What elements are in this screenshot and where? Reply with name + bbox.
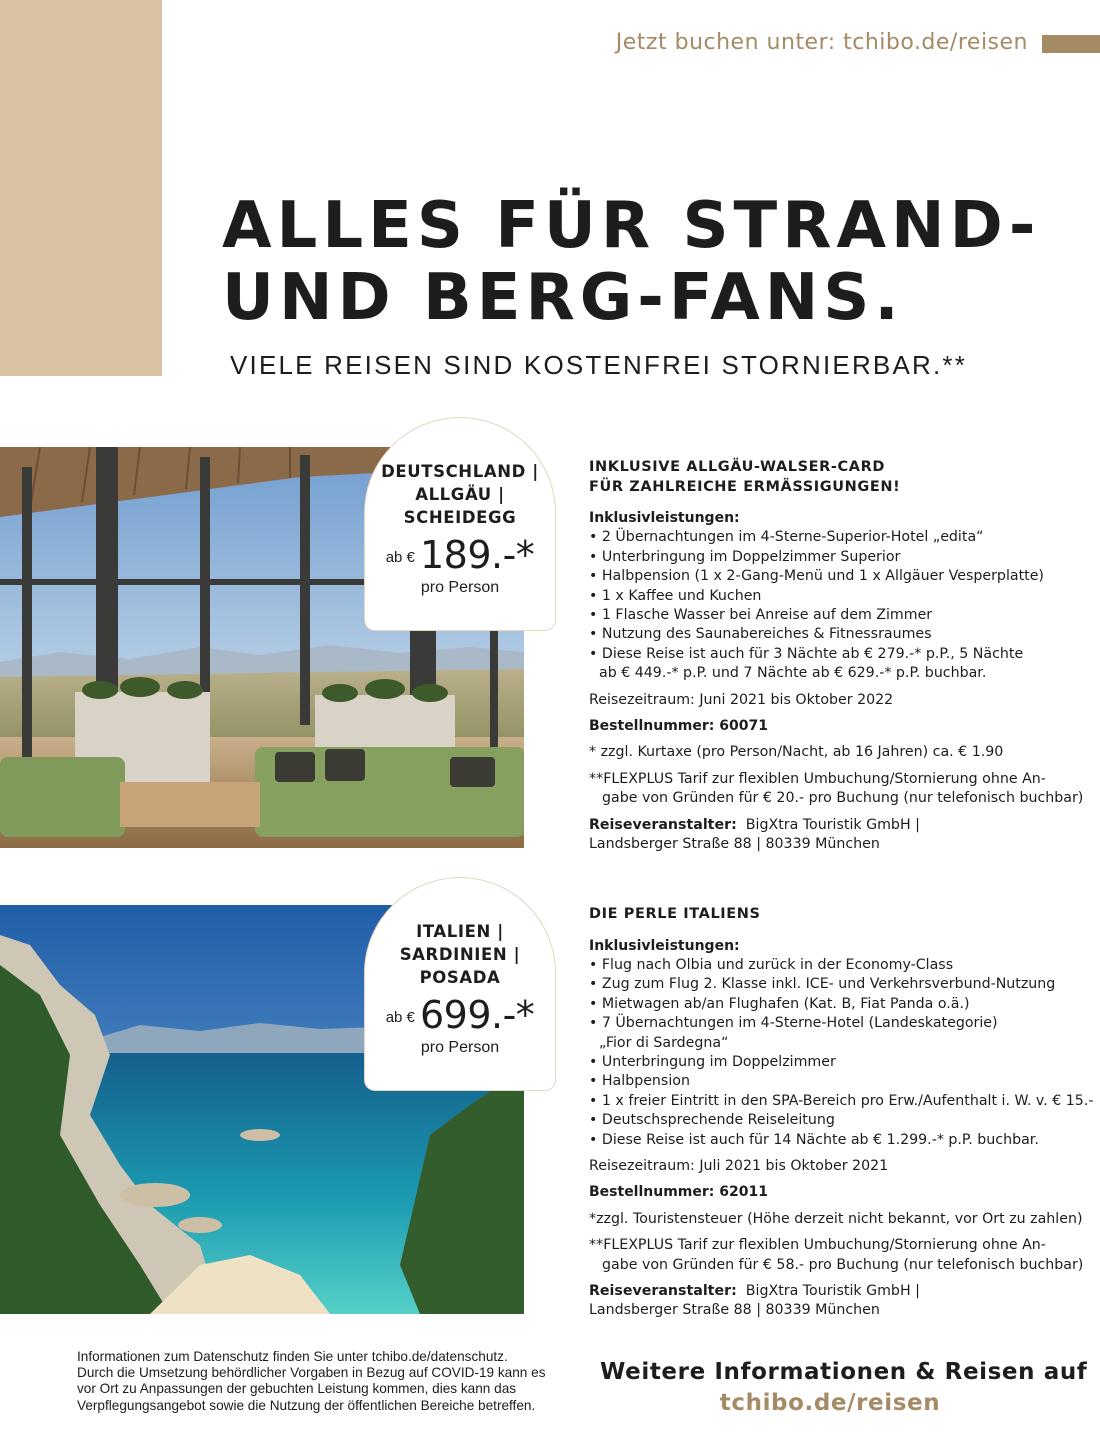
price-per-person: pro Person	[420, 1039, 500, 1056]
list-item: • Halbpension	[589, 1072, 1089, 1091]
booking-link[interactable]: Jetzt buchen unter: tchibo.de/reisen	[615, 30, 1028, 55]
price-prefix: ab €	[385, 549, 415, 566]
offer-title	[589, 905, 1089, 925]
destination-town: SCHEIDEGG	[403, 508, 517, 527]
footnote-flexplus-cont: gabe von Gründen für € 20.- pro Buchung (nur telefonisch buchbar)	[602, 790, 1084, 807]
footnote-tax: *zzgl. Touristensteuer (Höhe derzeit nicht bekannt, vor Ort zu zahlen)	[589, 1210, 1083, 1227]
destination-town: POSADA	[419, 968, 501, 987]
price-value: 189.-*	[419, 533, 535, 577]
list-item-continuation: ab € 449.-* p.P. und 7 Nächte ab € 629.-* p.P. buchbar.	[599, 665, 987, 682]
destination-country: ITALIEN |	[416, 922, 504, 941]
offer-sardinien-details	[589, 905, 1094, 1321]
price-row	[365, 533, 555, 577]
list-item: • Deutschsprechende Reiseleitung	[589, 1111, 1089, 1130]
list-item: • 1 Flasche Wasser bei Anreise auf dem Zimmer	[589, 606, 1089, 625]
inclusions-heading: Inklusivleistungen:	[589, 937, 740, 954]
price-value: 699.-*	[419, 993, 535, 1037]
beige-corner-block	[0, 0, 162, 376]
offer-title	[589, 458, 1089, 497]
offer-title-line-1: INKLUSIVE ALLGÄU-WALSER-CARD	[589, 459, 885, 475]
price-per-person: pro Person	[420, 579, 500, 596]
privacy-line: Verpflegungsangebot sowie die Nutzung der öffentlichen Bereiche betreffen.	[77, 1397, 536, 1413]
list-item: • 1 x Kaffee und Kuchen	[589, 587, 1089, 606]
privacy-line: vor Ort zu Anpassungen der gebuchten Leistung kommen, dies kann das	[77, 1381, 517, 1397]
cta-text: Weitere Informationen & Reisen auf	[600, 1359, 1088, 1385]
accent-bar	[1042, 35, 1100, 53]
inclusions-list	[589, 528, 1089, 664]
destination-label	[365, 418, 555, 529]
footnote-flexplus: **FLEXPLUS Tarif zur flexiblen Umbuchung/Stornierung ohne An-	[589, 1237, 1046, 1254]
headline-line-2: UND BERG-FANS.	[222, 261, 904, 335]
footnote-tax: * zzgl. Kurtaxe (pro Person/Nacht, ab 16 Jahren) ca. € 1.90	[589, 744, 1004, 761]
price-badge-allgaeu	[365, 418, 555, 630]
list-item: • Unterbringung im Doppelzimmer	[589, 1053, 1089, 1072]
offer-title-line-2: FÜR ZAHLREICHE ERMÄSSIGUNGEN!	[589, 478, 901, 495]
list-item: • 1 x freier Eintritt in den SPA-Bereich pro Erw./Aufenthalt i. W. v. € 15.-	[589, 1092, 1089, 1111]
organizer-name: BigXtra Touristik GmbH |	[745, 816, 920, 833]
destination-region: ALLGÄU |	[415, 485, 505, 504]
organizer-label: Reiseveranstalter:	[589, 816, 737, 833]
call-to-action	[600, 1357, 1088, 1419]
list-item: • Nutzung des Saunabereiches & Fitnessraumes	[589, 625, 1089, 644]
destination-country: DEUTSCHLAND |	[381, 462, 539, 481]
price-row	[365, 993, 555, 1037]
list-item: • Flug nach Olbia und zurück in der Economy-Class	[589, 956, 1089, 975]
list-item-continuation: „Fior di Sardegna“	[599, 1034, 729, 1051]
order-number: Bestellnummer: 60071	[589, 718, 768, 735]
price-prefix: ab €	[385, 1009, 415, 1026]
headline	[222, 190, 1082, 334]
privacy-note	[77, 1349, 547, 1414]
inclusions-list-cont	[589, 1053, 1094, 1150]
travel-period: Reisezeitraum: Juni 2021 bis Oktober 2022	[589, 691, 894, 708]
order-number: Bestellnummer: 62011	[589, 1184, 768, 1201]
offer-title-line-1: DIE PERLE ITALIENS	[589, 906, 761, 922]
destination-label	[365, 878, 555, 989]
organizer-address: Landsberger Straße 88 | 80339 München	[589, 1302, 880, 1319]
cta-link[interactable]: tchibo.de/reisen	[719, 1390, 941, 1416]
inclusions-list	[589, 956, 1089, 1034]
offer-allgaeu-details	[589, 458, 1089, 855]
travel-period: Reisezeitraum: Juli 2021 bis Oktober 2021	[589, 1157, 889, 1174]
footnote-flexplus: **FLEXPLUS Tarif zur flexiblen Umbuchung/Stornierung ohne An-	[589, 770, 1046, 787]
list-item: • 2 Übernachtungen im 4-Sterne-Superior-Hotel „edita“	[589, 528, 1089, 547]
destination-region: SARDINIEN |	[399, 945, 521, 964]
organizer	[589, 1282, 1089, 1301]
headline-line-1: ALLES FÜR STRAND-	[222, 189, 1041, 263]
price-badge-sardinien	[365, 878, 555, 1090]
inclusions-heading: Inklusivleistungen:	[589, 510, 740, 526]
list-item: • Diese Reise ist auch für 14 Nächte ab € 1.299.-* p.P. buchbar.	[589, 1131, 1089, 1150]
organizer-address: Landsberger Straße 88 | 80339 München	[589, 836, 880, 853]
organizer-name: BigXtra Touristik GmbH |	[745, 1283, 920, 1299]
list-item: • Zug zum Flug 2. Klasse inkl. ICE- und Verkehrsverbund-Nutzung	[589, 975, 1089, 994]
organizer-label: Reiseveranstalter:	[589, 1283, 737, 1299]
subheadline: VIELE REISEN SIND KOSTENFREI STORNIERBAR.**	[230, 350, 968, 380]
footnote-flexplus-cont: gabe von Gründen für € 58.- pro Buchung (nur telefonisch buchbar)	[602, 1256, 1084, 1273]
list-item: • Halbpension (1 x 2-Gang-Menü und 1 x Allgäuer Vesperplatte)	[589, 567, 1089, 586]
list-item: • Diese Reise ist auch für 3 Nächte ab € 279.-* p.P., 5 Nächte	[589, 645, 1089, 664]
privacy-line: Informationen zum Datenschutz finden Sie unter tchibo.de/datenschutz.	[77, 1349, 508, 1364]
organizer	[589, 816, 1089, 835]
privacy-line: Durch die Umsetzung behördlicher Vorgaben in Bezug auf COVID-19 kann es	[77, 1365, 546, 1381]
list-item: • Unterbringung im Doppelzimmer Superior	[589, 548, 1089, 567]
list-item: • Mietwagen ab/an Flughafen (Kat. B, Fiat Panda o.ä.)	[589, 995, 1089, 1014]
list-item: • 7 Übernachtungen im 4-Sterne-Hotel (Landeskategorie)	[589, 1014, 1089, 1033]
